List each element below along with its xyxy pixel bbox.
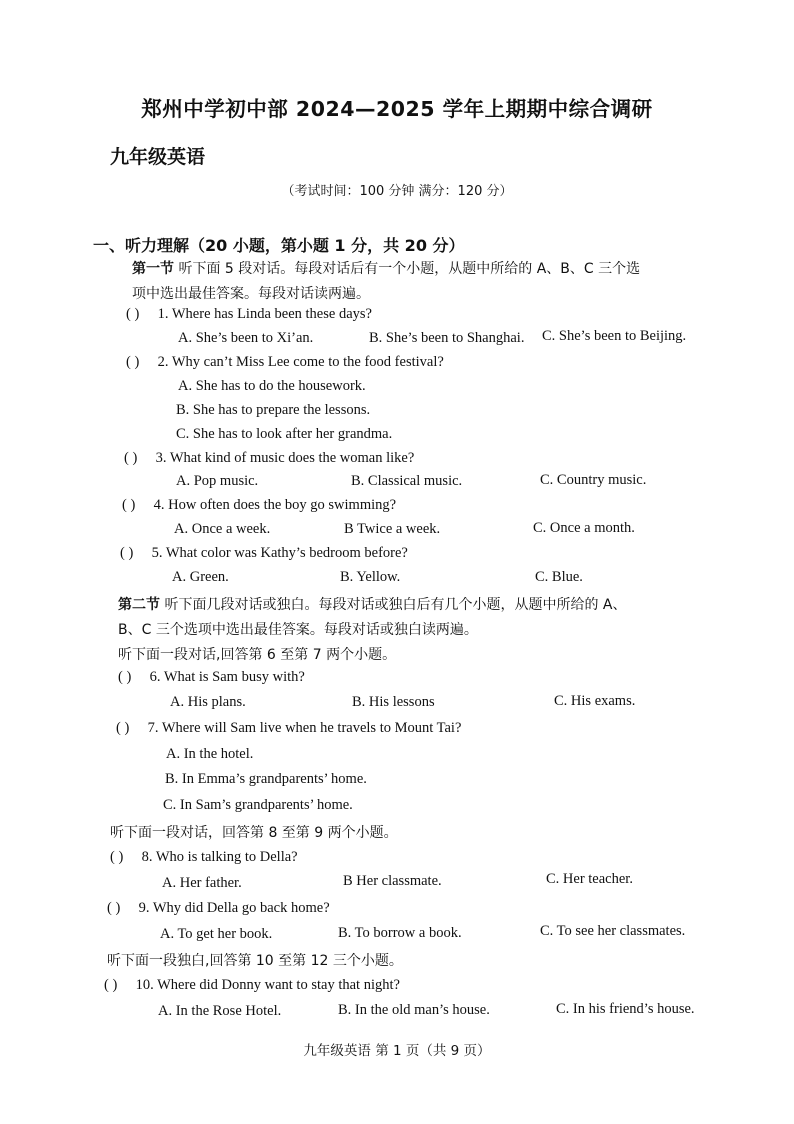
option-b: B Twice a week.: [344, 521, 441, 537]
option-b: B. His lessons: [352, 694, 435, 710]
part1-instructions-line2: 项中选出最佳答案。每段对话读两遍。: [132, 286, 370, 302]
exam-info: （考试时间：100 分钟 满分：120 分）: [281, 184, 513, 199]
question-9: [107, 900, 330, 917]
answer-blank[interactable]: ( ): [116, 720, 130, 736]
question-text: 10. Where did Donny want to stay that night?: [135, 977, 400, 993]
option-a: A. She has to do the housework.: [178, 378, 366, 394]
option-c: C. She has to look after her grandma.: [176, 426, 393, 442]
answer-blank[interactable]: ( ): [122, 497, 136, 513]
option-b: B. In the old man’s house.: [338, 1002, 490, 1018]
question-text: 5. What color was Kathy’s bedroom before?: [151, 545, 408, 561]
question-text: 3. What kind of music does the woman like?: [155, 450, 415, 466]
question-3: [124, 450, 414, 467]
option-a: A. In the hotel.: [166, 746, 254, 762]
question-8: [110, 849, 298, 866]
part2-text: 听下面几段对话或独白。每段对话或独白后有几个小题，从题中所给的 A、: [164, 597, 627, 613]
question-text: 8. Who is talking to Della?: [141, 849, 298, 865]
question-text: 2. Why can’t Miss Lee come to the food festival?: [157, 354, 444, 370]
option-c: C. To see her classmates.: [540, 923, 686, 939]
question-4: [122, 497, 396, 514]
option-a: A. Once a week.: [174, 521, 271, 537]
question-1: [126, 306, 372, 323]
option-a: A. In the Rose Hotel.: [158, 1003, 282, 1019]
answer-blank[interactable]: ( ): [126, 306, 140, 322]
option-b: B. She’s been to Shanghai.: [369, 330, 525, 346]
question-5: [120, 545, 408, 562]
subsection-8-9: 听下面一段对话，回答第 8 至第 9 两个小题。: [110, 825, 398, 841]
part1-instructions-line1: [132, 258, 640, 278]
answer-blank[interactable]: ( ): [110, 849, 124, 865]
option-b: B. Yellow.: [340, 569, 401, 585]
option-a: A. To get her book.: [160, 926, 273, 942]
question-2: [126, 354, 444, 371]
option-c: C. Once a month.: [533, 520, 635, 536]
exam-subject: 九年级英语: [110, 146, 206, 168]
option-c: C. In Sam’s grandparents’ home.: [163, 797, 353, 813]
option-c: C. Her teacher.: [546, 871, 633, 887]
answer-blank[interactable]: ( ): [124, 450, 138, 466]
question-text: 9. Why did Della go back home?: [138, 900, 330, 916]
option-c: C. His exams.: [554, 693, 636, 709]
answer-blank[interactable]: ( ): [107, 900, 121, 916]
option-b: B. In Emma’s grandparents’ home.: [165, 771, 367, 787]
option-c: C. Blue.: [535, 569, 583, 585]
question-7: [116, 720, 461, 737]
option-a: A. She’s been to Xi’an.: [178, 330, 314, 346]
part2-instructions-line2: B、C 三个选项中选出最佳答案。每段对话或独白读两遍。: [118, 622, 478, 638]
option-b: B Her classmate.: [343, 873, 442, 889]
part1-text: 听下面 5 段对话。每段对话后有一个小题，从题中所给的 A、B、C 三个选: [178, 261, 641, 277]
question-text: 4. How often does the boy go swimming?: [153, 497, 397, 513]
page-footer: 九年级英语 第 1 页（共 9 页）: [303, 1043, 491, 1059]
question-text: 6. What is Sam busy with?: [149, 669, 305, 685]
part2-label: 第二节: [118, 597, 160, 613]
option-b: B. She has to prepare the lessons.: [176, 402, 371, 418]
option-a: A. Pop music.: [176, 473, 259, 489]
question-text: 7. Where will Sam live when he travels to Mount Tai?: [147, 720, 462, 736]
question-text: 1. Where has Linda been these days?: [157, 306, 372, 322]
question-10: [104, 977, 400, 994]
answer-blank[interactable]: ( ): [104, 977, 118, 993]
section-heading: 一、听力理解（20 小题，第小题 1 分，共 20 分）: [93, 236, 465, 255]
option-a: A. Her father.: [162, 875, 242, 891]
option-c: C. In his friend’s house.: [556, 1001, 695, 1017]
option-c: C. She’s been to Beijing.: [542, 328, 687, 344]
option-b: B. To borrow a book.: [338, 925, 462, 941]
option-a: A. His plans.: [170, 694, 246, 710]
answer-blank[interactable]: ( ): [118, 669, 132, 685]
part2-instructions-line1: [118, 594, 626, 614]
subsection-10-12: 听下面一段独白,回答第 10 至第 12 三个小题。: [107, 953, 403, 969]
subsection-6-7: 听下面一段对话,回答第 6 至第 7 两个小题。: [118, 647, 397, 663]
answer-blank[interactable]: ( ): [120, 545, 134, 561]
exam-title: 郑州中学初中部 2024—2025 学年上期期中综合调研: [141, 97, 653, 121]
option-c: C. Country music.: [540, 472, 647, 488]
option-b: B. Classical music.: [351, 473, 463, 489]
option-a: A. Green.: [172, 569, 229, 585]
question-6: [118, 669, 305, 686]
answer-blank[interactable]: ( ): [126, 354, 140, 370]
part1-label: 第一节: [132, 261, 174, 277]
